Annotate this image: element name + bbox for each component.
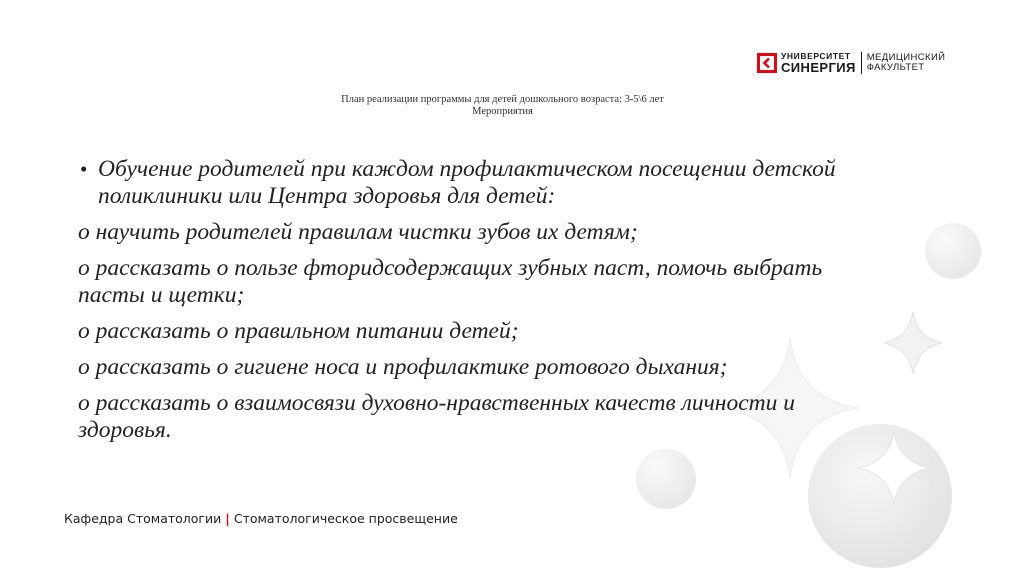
logo-faculty-line2: ФАКУЛЬТЕТ [866,62,925,73]
synergy-logo-icon [757,53,777,73]
bullet-item [78,156,858,210]
logo-line2: СИНЕРГИЯ [781,60,856,76]
slide-title [250,94,755,118]
logo-divider [861,52,862,74]
list-item: о рассказать о пользе фторидсодержащих зубных паст, помочь выбрать пасты и щетки; [78,255,823,308]
slide-title-line2: Мероприятия [472,106,533,117]
logo-faculty-line1: МЕДИЦИНСКИЙ [866,52,946,64]
footer-topic: Стоматологическое просвещение [233,511,458,526]
logo-university-name [781,52,856,75]
list-item: о рассказать о взаимосвязи духовно-нравственных качеств личности и здоровья. [78,390,795,443]
footer-department: Кафедра Стоматологии [64,511,222,526]
list-item: о научить родителей правилам чистки зубов их детям; [78,219,638,245]
list-item: о рассказать о правильном питании детей; [78,318,519,344]
list-item: о рассказать о гигиене носа и профилактике ротового дыхания; [78,354,728,380]
decor-sparkle-icon [884,312,942,374]
decor-circle-medium [636,449,696,509]
decor-circle-small [925,223,981,279]
logo-line1: УНИВЕРСИТЕТ [781,50,851,61]
slide-footer [64,511,458,526]
logo-faculty-name [867,53,946,73]
slide-content [78,156,858,453]
slide-title-line1: План реализации программы для детей дошкольного возраста: 3-5\6 лет [341,94,664,105]
synergy-logo [757,51,945,75]
bullet-text: Обучение родителей при каждом профилактическом посещении детской поликлиники или Центра здоровья для детей: [98,156,836,209]
footer-separator: | [225,511,230,526]
bullet-dot: • [80,157,88,181]
